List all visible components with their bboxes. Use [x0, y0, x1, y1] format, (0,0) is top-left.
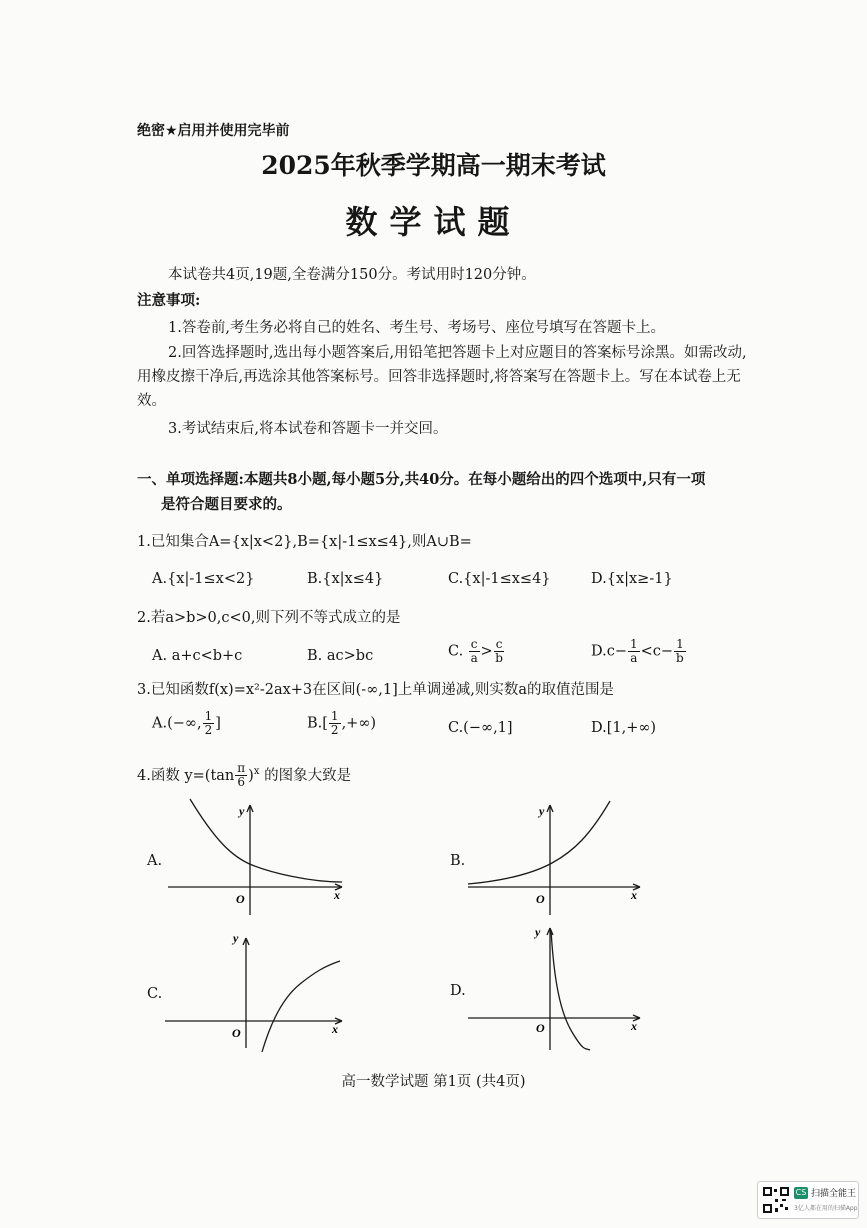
origin-label: O [236, 892, 245, 906]
q2-option-d: D.c− $\frac{1}{a}$ <c− $\frac{1}{b}$ [591, 637, 684, 665]
graph-d [460, 920, 655, 1055]
section-heading-cont: 是符合题目要求的。 [161, 496, 292, 513]
logarithmic-curve [262, 961, 340, 1052]
graph-b-label: B. [450, 853, 466, 869]
scanner-tagline: 3亿人都在用的扫描App [794, 1205, 858, 1212]
origin-label: O [536, 892, 545, 906]
graph-c-label: C. [147, 986, 163, 1002]
note-item-1: 1.答卷前,考生务必将自己的姓名、考生号、考场号、座位号填写在答题卡上。 [168, 320, 665, 336]
exam-intro: 本试卷共4页,19题,全卷满分150分。考试用时120分钟。 [168, 267, 536, 283]
graph-a-label: A. [147, 853, 163, 869]
graph-a [160, 795, 355, 920]
fraction: $\frac{1}{b}$ [676, 637, 684, 665]
graph-c [160, 928, 355, 1053]
fraction: $\frac{1}{2}$ [330, 709, 339, 737]
question-2-stem: 2.若a>b>0,c<0,则下列不等式成立的是 [137, 610, 401, 626]
fraction: $\frac{1}{2}$ [204, 709, 213, 737]
graph-b [460, 795, 655, 920]
fraction: $\frac{c}{b}$ [495, 637, 503, 665]
graph-d-label: D. [450, 983, 466, 999]
origin-label: O [536, 1021, 545, 1035]
scanner-watermark [757, 1181, 859, 1219]
origin-label: O [232, 1026, 241, 1040]
page-footer: 高一数学试题 第1页 (共4页) [341, 1074, 526, 1090]
x-axis-label: x [332, 1022, 338, 1036]
scanner-name: 扫描全能王 [811, 1189, 857, 1199]
x-axis-label: x [631, 1019, 637, 1033]
question-4-stem: 4.函数 y=(tan $\frac{\pi}{6}$ )$^x$ 的图象大致是 [137, 761, 352, 790]
decreasing-log-curve [551, 930, 590, 1050]
q1-option-c: C.{x|-1≤x≤4} [448, 571, 551, 587]
x-axis-label: x [631, 888, 637, 902]
question-3-stem: 3.已知函数f(x)=x²-2ax+3在区间(-∞,1]上单调递减,则实数a的取值范围是 [137, 682, 615, 698]
decreasing-exponential-curve [190, 799, 342, 882]
note-item-2: 2.回答选择题时,选出每小题答案后,用铅笔把答题卡上对应题目的答案标号涂黑。如需改动,用橡皮擦干净后,再选涂其他答案标号。回答非选择题时,将答案写在答题卡上。写在本试卷上无效。 [137, 345, 747, 409]
section-heading: 一、单项选择题:本题共8小题,每小题5分,共40分。在每小题给出的四个选项中,只有一项 [137, 471, 706, 488]
q1-option-a: A.{x|-1≤x<2} [152, 571, 255, 587]
fraction: $\frac{\pi}{6}$ [237, 761, 246, 790]
q3-option-d: D.[1,+∞) [591, 720, 657, 736]
camscanner-logo-icon: CS [795, 1188, 807, 1197]
y-axis-label: y [239, 804, 245, 818]
q2-option-a: A. a+c<b+c [152, 648, 243, 664]
q3-option-a: A.(−∞, $\frac{1}{2}$ ] [152, 709, 221, 737]
fraction: $\frac{1}{a}$ [630, 637, 638, 665]
x-axis-label: x [334, 888, 340, 902]
q1-option-b: B.{x|x≤4} [307, 571, 384, 587]
question-1-stem: 1.已知集合A={x|x<2},B={x|-1≤x≤4},则A∪B= [137, 534, 472, 550]
note-item-3: 3.考试结束后,将本试卷和答题卡一并交回。 [168, 421, 448, 437]
q3-option-b: B.[ $\frac{1}{2}$ ,+∞) [307, 709, 377, 737]
q2-option-c: C. $\frac{c}{a}$ > $\frac{c}{b}$ [448, 637, 503, 665]
confidential-label: 绝密★启用并使用完毕前 [137, 123, 290, 139]
fraction: $\frac{c}{a}$ [470, 637, 478, 665]
q2-option-b: B. ac>bc [307, 648, 374, 664]
y-axis-label: y [535, 925, 541, 939]
q1-option-d: D.{x|x≥-1} [591, 571, 673, 587]
y-axis-label: y [539, 804, 545, 818]
notes-heading: 注意事项: [137, 292, 201, 309]
q3-option-c: C.(−∞,1] [448, 720, 513, 736]
y-axis-label: y [233, 931, 239, 945]
exam-title: 2025年秋季学期高一期末考试 [261, 151, 606, 180]
subject-title: 数学试题 [345, 203, 522, 241]
qr-code-icon [762, 1186, 790, 1214]
